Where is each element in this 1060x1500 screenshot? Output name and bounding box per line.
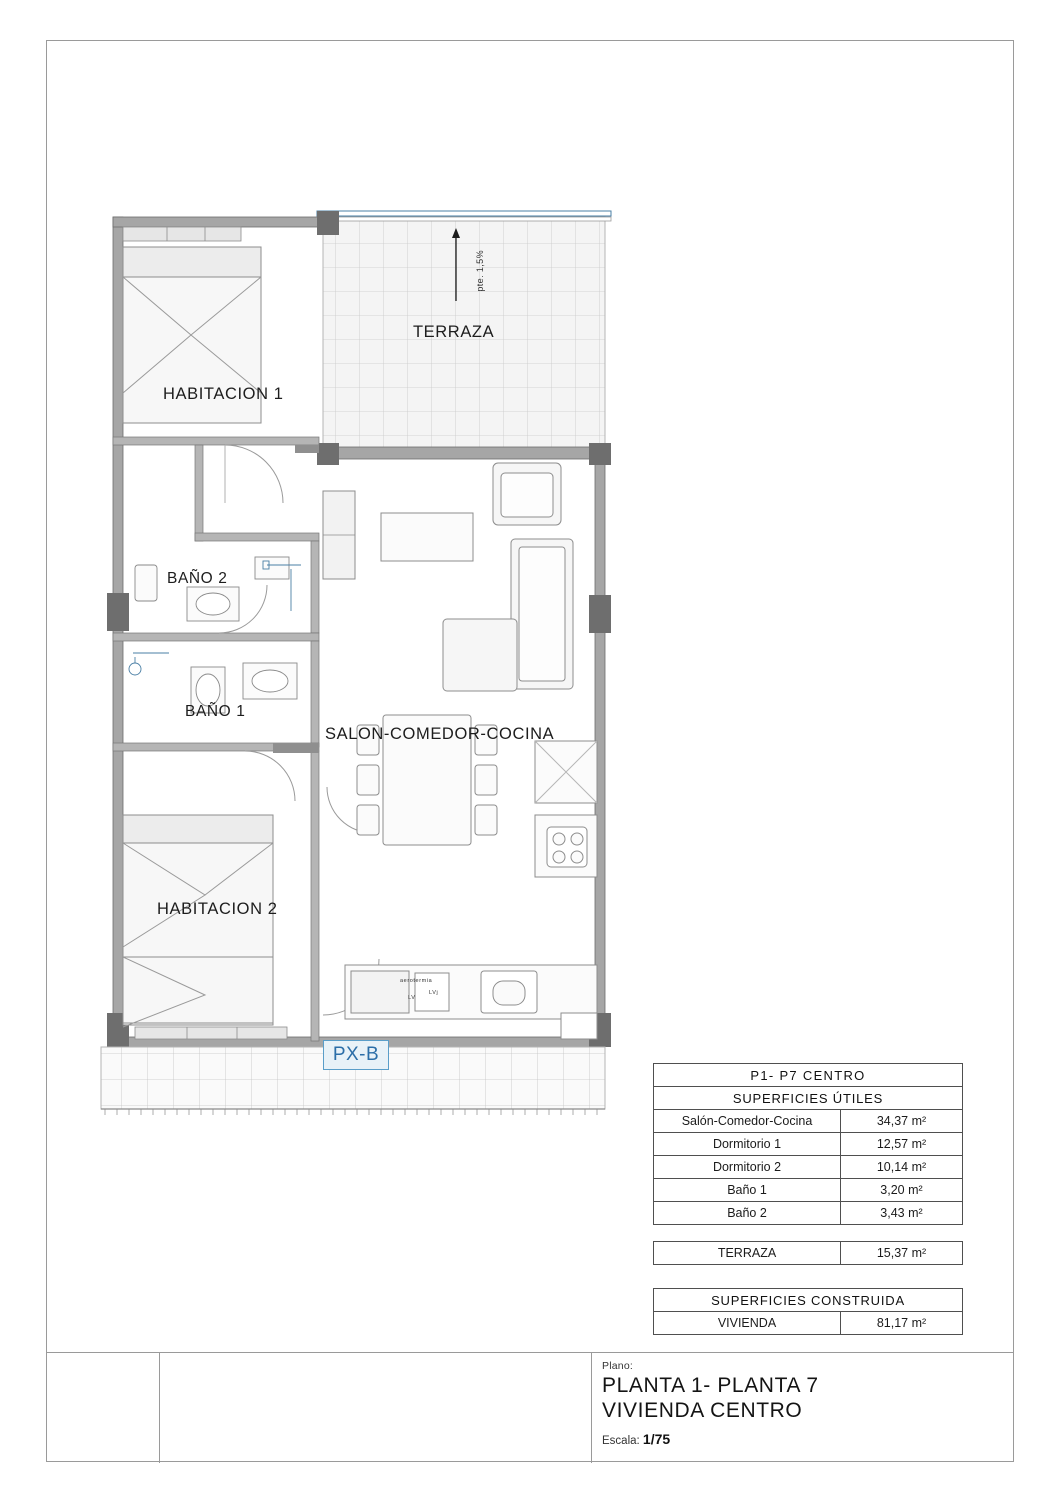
row-value: 3,20 m² xyxy=(880,1183,923,1197)
table-row xyxy=(654,1133,962,1156)
table-row xyxy=(654,1312,962,1334)
table-row xyxy=(654,1156,962,1179)
room-label-bedroom-2: HABITACION 2 xyxy=(157,900,278,918)
table-surfaces-built xyxy=(653,1288,963,1335)
table-row xyxy=(654,1202,962,1224)
table-header-superficies-utiles: SUPERFICIES ÚTILES xyxy=(732,1090,884,1106)
table-surfaces-useful xyxy=(653,1063,963,1225)
appliance-label-lv-1: LV xyxy=(408,995,416,1001)
table-row xyxy=(654,1064,962,1087)
title-block-cell-right xyxy=(592,1353,1014,1463)
slope-annotation: pte. 1,5% xyxy=(475,250,485,292)
row-value: 12,57 m² xyxy=(876,1137,927,1151)
row-name: Baño 2 xyxy=(654,1202,841,1224)
row-value: 15,37 m² xyxy=(876,1246,927,1260)
table-row xyxy=(654,1242,962,1264)
scale-label: Escala: xyxy=(602,1435,640,1447)
table-row xyxy=(654,1289,962,1312)
scale-row xyxy=(602,1431,1014,1447)
row-value: 3,43 m² xyxy=(880,1206,923,1220)
row-name: Dormitorio 2 xyxy=(654,1156,841,1178)
table-row xyxy=(654,1087,962,1110)
plan-name-line-1: PLANTA 1- PLANTA 7 xyxy=(602,1374,819,1397)
title-block xyxy=(46,1352,1014,1462)
row-name: Baño 1 xyxy=(654,1179,841,1201)
row-name: Salón-Comedor-Cocina xyxy=(654,1110,841,1132)
row-value: 34,37 m² xyxy=(876,1114,927,1128)
plan-type-badge: PX-B xyxy=(323,1040,389,1070)
row-name: VIVIENDA xyxy=(654,1312,841,1334)
plano-label: Plano: xyxy=(602,1360,633,1372)
room-label-terrace: TERRAZA xyxy=(413,323,495,341)
room-label-bedroom-1: HABITACION 1 xyxy=(163,385,284,403)
row-value: 10,14 m² xyxy=(876,1160,927,1174)
row-name: Dormitorio 1 xyxy=(654,1133,841,1155)
room-label-bathroom-2: BAÑO 2 xyxy=(167,570,228,587)
title-block-cell-middle xyxy=(160,1353,592,1463)
appliance-label-aerotermia: aerotermia xyxy=(400,978,433,984)
row-name: TERRAZA xyxy=(654,1242,841,1264)
table-row xyxy=(654,1179,962,1202)
scale-value: 1/75 xyxy=(642,1431,671,1447)
appliance-label-lv-2: LVj xyxy=(429,990,439,996)
room-label-living-dining-kitchen: SALON-COMEDOR-COCINA xyxy=(325,725,555,743)
plan-geometry xyxy=(101,211,611,1115)
table-row xyxy=(654,1110,962,1133)
table-header-superficies-construida: SUPERFICIES CONSTRUIDA xyxy=(711,1292,905,1308)
title-block-cell-left xyxy=(46,1353,160,1463)
row-value: 81,17 m² xyxy=(876,1316,927,1330)
floor-plan xyxy=(95,195,635,1135)
table-title-centro: P1- P7 CENTRO xyxy=(750,1067,866,1083)
table-surfaces-terrace xyxy=(653,1241,963,1265)
plan-name-line-2: VIVIENDA CENTRO xyxy=(602,1399,803,1422)
room-label-bathroom-1: BAÑO 1 xyxy=(185,703,246,720)
